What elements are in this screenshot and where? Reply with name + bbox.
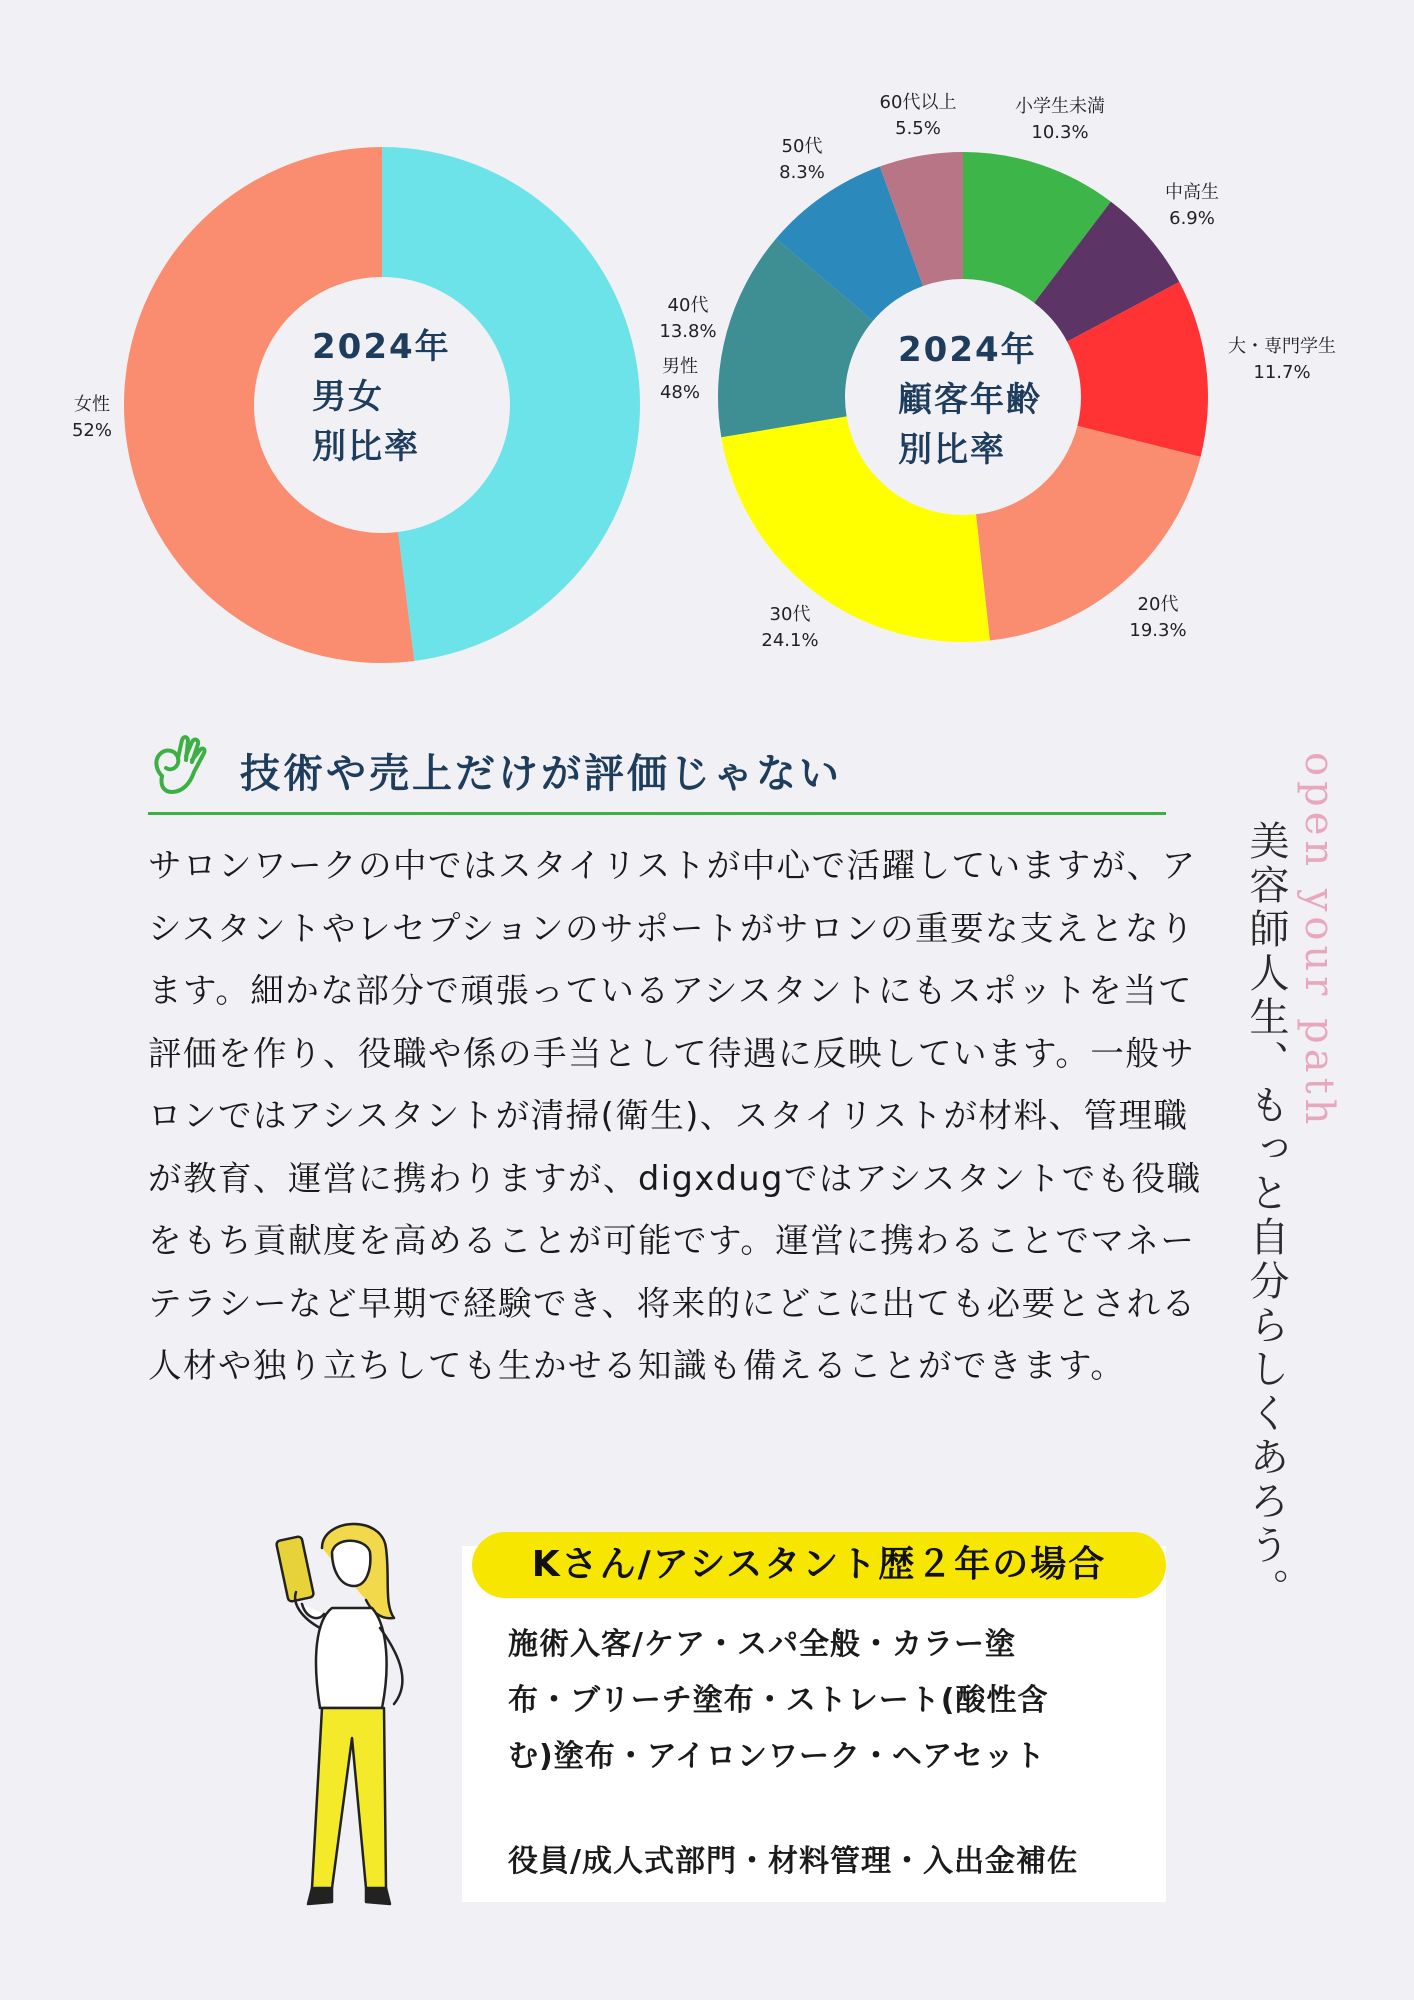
case-duty-line: む)塗布・アイロンワーク・ヘアセット <box>508 1739 1046 1774</box>
slice-label: 30代 <box>769 604 811 625</box>
tagline-ja: 美容師人生、もっと自分らしくあろう。 <box>1243 820 1289 1612</box>
slice-value-label: 19.3% <box>1129 620 1187 641</box>
chart-title-line: 2024年 <box>898 330 1037 370</box>
chart-title-line: 別比率 <box>898 430 1006 470</box>
case-duty-line: 布・ブリーチ塗布・ストレート(酸性含 <box>508 1683 1049 1718</box>
chart-title-line: 男女 <box>312 377 384 417</box>
case-duty-line: 施術入客/ケア・スパ全般・カラー塗 <box>508 1627 1016 1662</box>
slice-value-label: 24.1% <box>761 630 819 651</box>
slice-value-label: 13.8% <box>659 321 717 342</box>
age-chart-title <box>898 325 1042 475</box>
chart-title-line: 別比率 <box>312 427 420 467</box>
case-title-pill: Kさん/アシスタント歴２年の場合 <box>472 1532 1166 1598</box>
chart-title-line: 顧客年齢 <box>898 380 1042 420</box>
slice-label: 60代以上 <box>879 92 957 113</box>
slice-label: 20代 <box>1137 594 1179 615</box>
section-heading-text: 技術や売上だけが評価じゃない <box>240 751 842 797</box>
slice-value-label: 8.3% <box>779 162 825 183</box>
section-heading <box>148 726 1166 815</box>
slice-label: 女性 <box>74 394 110 415</box>
charts-canvas <box>0 0 1414 700</box>
slice-value-label: 48% <box>659 382 701 403</box>
tagline-en: open your path <box>1296 752 1342 1130</box>
section-body: サロンワークの中ではスタイリストが中心で活躍していますが、アシスタントやレセプションのサポートがサロンの重要な支えとなります。細かな部分で頑張っているアシスタントにもスポットを当て評価を作り、役職や係の手当として待遇に反映しています。一般サロンではアシスタントが清掃(衛生)、スタイリストが材料、管理職が教育、運営に携わりますが、digxdugではアシスタントでも役職をもち貢献度を高めることが可能です。運営に携わることでマネーテラシーなど早期で経験でき、将来的にどこに出ても必要とされる人材や独り立ちしても生かせる知識も備えることができます。 <box>148 846 1202 1385</box>
slice-value-label: 6.9% <box>1169 208 1215 229</box>
slice-label: 大・専門学生 <box>1228 336 1336 357</box>
slice-label: 50代 <box>781 136 823 157</box>
case-role: 役員/成人式部門・材料管理・入出金補佐 <box>508 1844 1078 1879</box>
chart-title-line: 2024年 <box>312 327 451 367</box>
case-duties <box>508 1617 1128 1785</box>
gender-chart-title <box>312 322 451 472</box>
slice-value-label: 10.3% <box>1031 122 1089 143</box>
slice-label: 男性 <box>662 356 698 377</box>
slice-label: 40代 <box>667 295 709 316</box>
slice-label: 中高生 <box>1165 182 1219 203</box>
slice-label: 小学生未満 <box>1015 96 1105 117</box>
slice-value-label: 11.7% <box>1253 362 1311 383</box>
slice-value-label: 52% <box>71 420 113 441</box>
slice-value-label: 5.5% <box>895 118 941 139</box>
ok-hand-icon <box>148 730 210 804</box>
assistant-woman-illustration <box>262 1508 442 1908</box>
